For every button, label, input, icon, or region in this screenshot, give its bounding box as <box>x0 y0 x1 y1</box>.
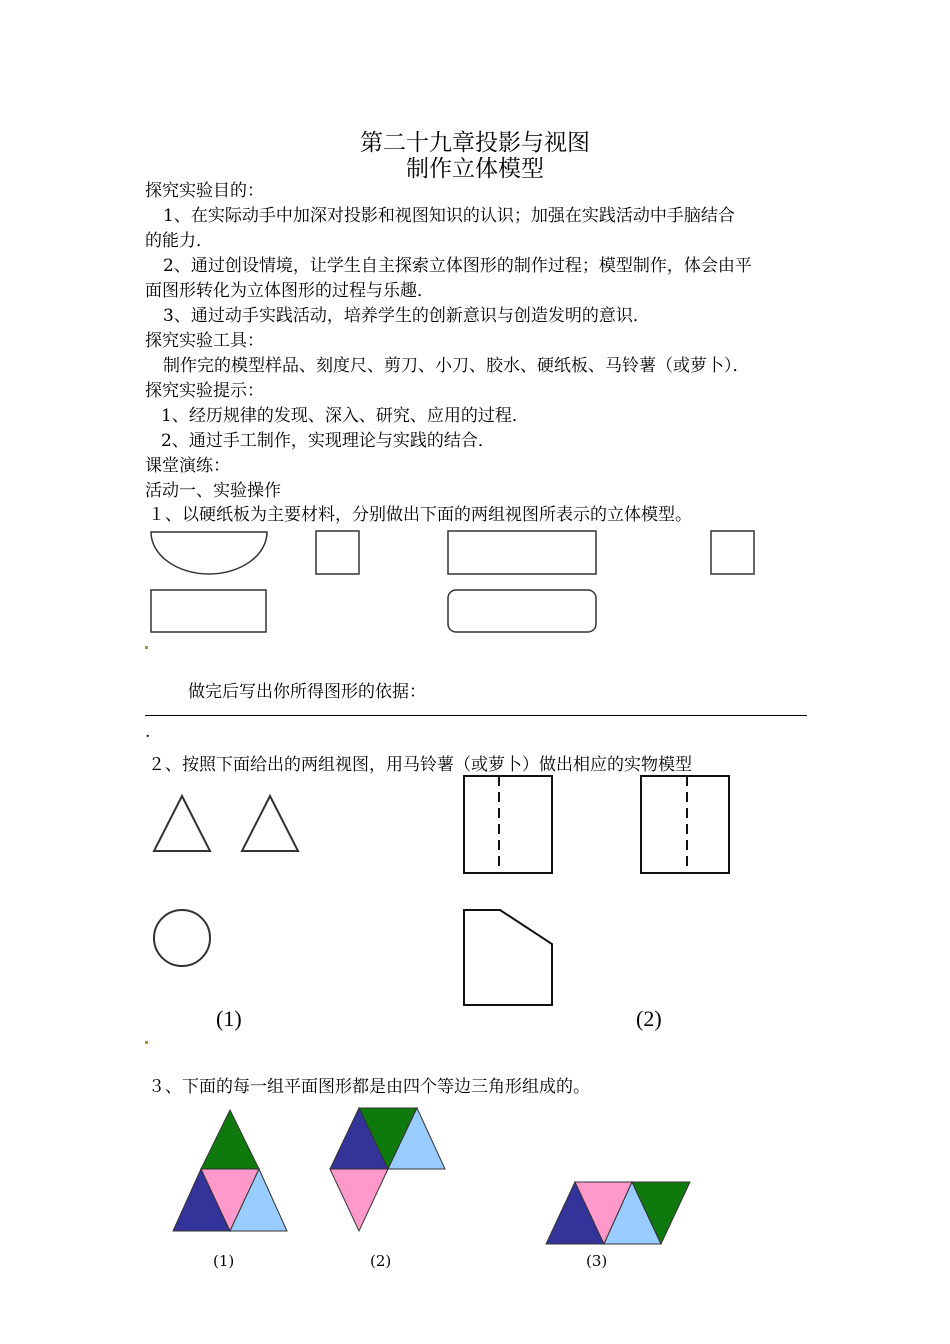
task-2-caption-2: (2) <box>636 1006 662 1031</box>
purpose-item-1-cont: 的能力． <box>145 231 213 251</box>
after-task-prompt: 做完后写出你所得图形的依据： <box>188 682 426 702</box>
purpose-item-2-cont: 面图形转化为立体图形的过程与乐趣． <box>145 281 434 301</box>
task-1-text: １、以硬纸板为主要材料，分别做出下面的两组视图所表示的立体模型。 <box>148 505 692 525</box>
hints-heading: 探究实验提示： <box>145 381 264 401</box>
task-2-caption-1: (1) <box>216 1006 242 1031</box>
hint-item-1: 1、经历规律的发现、深入、研究、应用的过程． <box>161 406 529 426</box>
task-3-text: ３、下面的每一组平面图形都是由四个等边三角形组成的。 <box>148 1077 590 1097</box>
net-2-pink-triangle <box>330 1169 388 1231</box>
purpose-heading: 探究实验目的： <box>145 181 264 201</box>
task-3-caption-1: (1) <box>213 1252 235 1270</box>
activity-heading: 活动一、实验操作 <box>145 481 281 501</box>
lesson-title: 制作立体模型 <box>406 156 544 182</box>
practice-heading: 课堂演练： <box>145 456 230 476</box>
task-3-caption-3: (3) <box>586 1252 608 1270</box>
net-1-top-triangle <box>201 1110 259 1169</box>
chapter-title: 第二十九章投影与视图 <box>360 130 590 156</box>
hint-item-2: 2、通过手工制作，实现理论与实践的结合． <box>161 431 495 451</box>
tools-heading: 探究实验工具： <box>145 331 264 351</box>
purpose-item-3: 3、通过动手实践活动，培养学生的创新意识与创造发明的意识． <box>163 306 650 326</box>
task-2-text: ２、按照下面给出的两组视图，用马铃薯（或萝卜）做出相应的实物模型 <box>148 755 692 775</box>
purpose-item-2: 2、通过创设情境，让学生自主探索立体图形的制作过程；模型制作，体会由平 <box>163 256 752 276</box>
tools-list: 制作完的模型样品、刻度尺、剪刀、小刀、胶水、硬纸板、马铃薯（或萝卜）． <box>163 356 750 376</box>
answer-line-period: . <box>145 722 151 742</box>
task-3-caption-2: (2) <box>370 1252 392 1270</box>
purpose-item-1: 1、在实际动手中加深对投影和视图知识的认识；加强在实践活动中手脑结合 <box>163 206 735 226</box>
